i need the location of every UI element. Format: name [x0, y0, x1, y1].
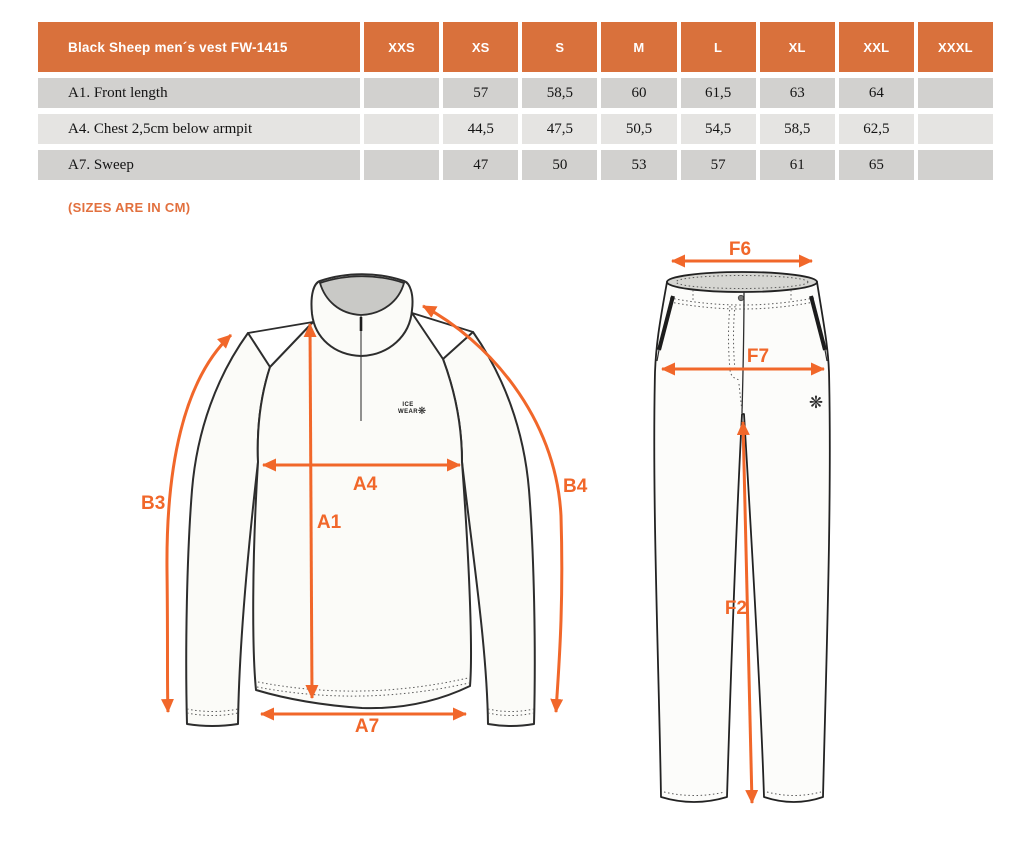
- cell-chest-xs: 44,5: [443, 114, 518, 144]
- table-title: Black Sheep men´s vest FW-1415: [38, 22, 360, 72]
- cell-chest-xxxl: [918, 114, 993, 144]
- column-header-xl: XL: [760, 22, 835, 72]
- cell-sweep-xxs: [364, 150, 439, 180]
- units-note: (SIZES ARE IN CM): [68, 200, 191, 215]
- cell-sweep-xxxl: [918, 150, 993, 180]
- row-label-sweep: A7. Sweep: [38, 150, 360, 180]
- column-header-xs: XS: [443, 22, 518, 72]
- cell-sweep-m: 53: [601, 150, 676, 180]
- cell-sweep-xxl: 65: [839, 150, 914, 180]
- cell-chest-s: 47,5: [522, 114, 597, 144]
- sweater-diagram: [135, 258, 605, 738]
- column-header-xxs: XXS: [364, 22, 439, 72]
- f6-label: F6: [728, 239, 752, 260]
- waist-button: [738, 295, 743, 300]
- f7-label: F7: [746, 346, 770, 367]
- column-header-s: S: [522, 22, 597, 72]
- cell-front-length-xxl: 64: [839, 78, 914, 108]
- pants-diagram: [630, 230, 850, 830]
- column-header-l: L: [681, 22, 756, 72]
- cell-sweep-xl: 61: [760, 150, 835, 180]
- brand-logo-line1: ICE: [402, 402, 414, 408]
- b3-label: B3: [141, 493, 166, 514]
- cell-front-length-xs: 57: [443, 78, 518, 108]
- cell-front-length-m: 60: [601, 78, 676, 108]
- sweater-body: [253, 313, 471, 708]
- waist-opening: [667, 272, 817, 292]
- row-label-chest: A4. Chest 2,5cm below armpit: [38, 114, 360, 144]
- cell-sweep-l: 57: [681, 150, 756, 180]
- cell-front-length-l: 61,5: [681, 78, 756, 108]
- cell-front-length-xxs: [364, 78, 439, 108]
- pants-snowflake-icon: ❋: [808, 393, 824, 413]
- cell-sweep-xs: 47: [443, 150, 518, 180]
- size-table: [38, 22, 993, 180]
- cell-chest-xxl: 62,5: [839, 114, 914, 144]
- cell-sweep-s: 50: [522, 150, 597, 180]
- a1-front-length-arrow: [310, 324, 312, 698]
- a1-label: A1: [316, 512, 342, 533]
- cell-chest-xl: 58,5: [760, 114, 835, 144]
- brand-snowflake-icon: ❋: [417, 406, 427, 417]
- column-header-m: M: [601, 22, 676, 72]
- brand-logo-line2: WEAR: [398, 409, 418, 415]
- column-header-xxl: XXL: [839, 22, 914, 72]
- cell-front-length-xl: 63: [760, 78, 835, 108]
- cell-chest-l: 54,5: [681, 114, 756, 144]
- a4-label: A4: [352, 474, 378, 495]
- a7-label: A7: [354, 716, 380, 737]
- cell-chest-m: 50,5: [601, 114, 676, 144]
- b4-label: B4: [563, 476, 588, 497]
- cell-front-length-xxxl: [918, 78, 993, 108]
- f2-label: F2: [724, 598, 747, 619]
- column-header-xxxl: XXXL: [918, 22, 993, 72]
- cell-chest-xxs: [364, 114, 439, 144]
- pants-body: [654, 276, 830, 802]
- cell-front-length-s: 58,5: [522, 78, 597, 108]
- row-label-front-length: A1. Front length: [38, 78, 360, 108]
